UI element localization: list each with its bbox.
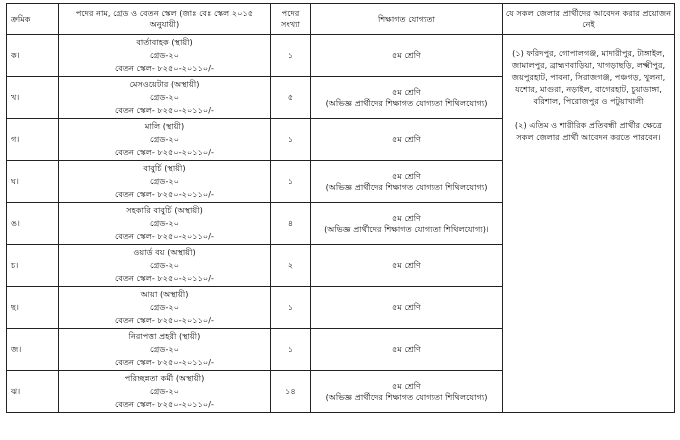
education-cell: [311, 119, 503, 161]
education-cell: [311, 245, 503, 287]
post-grade: গ্রেড-২০: [149, 50, 180, 60]
education-cell: [311, 161, 503, 203]
education-cell: [311, 287, 503, 329]
post-count: ৫: [271, 77, 311, 119]
education-requirement: ৫ম শ্রেণি: [391, 380, 422, 391]
post-count: ১: [271, 287, 311, 329]
education-requirement: ৫ম শ্রেণি: [391, 170, 422, 181]
post-grade: গ্রেড-২০: [149, 260, 180, 270]
post-name: মালি (স্থায়ী): [144, 121, 185, 131]
row-serial: ঙ।: [7, 203, 59, 245]
row-serial: ঝ।: [7, 371, 59, 413]
education-cell: [311, 329, 503, 371]
row-serial: জ।: [7, 329, 59, 371]
post-name: পরিচ্ছন্নতা কর্মী (অস্থায়ী): [124, 373, 205, 383]
education-requirement: ৫ম শ্রেণি: [391, 50, 422, 60]
education-cell: [311, 35, 503, 77]
post-cell: [59, 35, 271, 77]
post-cell: [59, 245, 271, 287]
post-grade: গ্রেড-২০: [149, 344, 180, 354]
post-name: নিরাপত্তা প্রহরী (স্থায়ী): [128, 331, 201, 341]
education-relaxation-note: (অভিজ্ঞ প্রার্থীদের শিক্ষাগত যোগ্যতা শিথিলযোগ্য): [325, 97, 488, 108]
education-cell: [311, 77, 503, 119]
header-serial: ক্রমিক: [7, 4, 59, 35]
post-pay-scale: বেতন স্কেল- ৮২৫০-২০১১০/-: [115, 147, 214, 157]
post-pay-scale: বেতন স্কেল- ৮২৫০-২০১১০/-: [115, 273, 214, 283]
row-serial: খ।: [7, 77, 59, 119]
post-count: ১৪: [271, 371, 311, 413]
row-serial: ক।: [7, 35, 59, 77]
post-count: ২: [271, 245, 311, 287]
post-cell: [59, 161, 271, 203]
post-name: আয়া (অস্থায়ী): [140, 289, 189, 299]
post-pay-scale: বেতন স্কেল- ৮২৫০-২০১১০/-: [115, 357, 214, 367]
post-cell: [59, 371, 271, 413]
header-count: পদের সংখ্যা: [271, 4, 311, 35]
vacancy-table: [6, 3, 675, 413]
post-name: বার্তাবাহক (স্থায়ী): [136, 37, 193, 47]
post-pay-scale: বেতন স্কেল- ৮২৫০-২০১১০/-: [115, 231, 214, 241]
row-serial: গ।: [7, 119, 59, 161]
post-cell: [59, 203, 271, 245]
education-relaxation-note: (অভিজ্ঞ প্রার্থীদের শিক্ষাগত যোগ্যতা শিথিলযোগ্য): [325, 391, 488, 402]
row-serial: ঘ।: [7, 161, 59, 203]
education-requirement: ৫ম শ্রেণি: [391, 260, 422, 270]
post-cell: [59, 119, 271, 161]
post-pay-scale: বেতন স্কেল- ৮২৫০-২০১১০/-: [115, 105, 214, 115]
post-cell: [59, 329, 271, 371]
post-pay-scale: বেতন স্কেল- ৮২৫০-২০১১০/-: [115, 189, 214, 199]
post-count: ১: [271, 35, 311, 77]
table-header-row: [7, 4, 675, 35]
post-count: ১: [271, 329, 311, 371]
excluded-districts-cell: [503, 35, 675, 413]
education-cell: [311, 203, 503, 245]
education-requirement: ৫ম শ্রেণি: [391, 302, 422, 312]
post-pay-scale: বেতন স্কেল- ৮২৫০-২০১১০/-: [115, 399, 214, 409]
education-relaxation-note: (অভিজ্ঞ প্রার্থীদের শিক্ষাগত যোগ্যতা শিথিলযোগ্য): [325, 181, 488, 192]
education-requirement: ৫ম শ্রেণি: [391, 86, 422, 97]
row-serial: ছ।: [7, 287, 59, 329]
post-pay-scale: বেতন স্কেল- ৮২৫০-২০১১০/-: [115, 315, 214, 325]
post-name: সহকারি বাবুর্চি (অস্থায়ী): [126, 205, 203, 215]
post-count: ৪: [271, 203, 311, 245]
post-grade: গ্রেড-২০: [149, 176, 180, 186]
education-relaxation-note: (অভিজ্ঞ প্রার্থীদের শিক্ষাগত যোগ্যতা শিথিলযোগ্য)।: [324, 223, 489, 234]
post-grade: গ্রেড-২০: [149, 92, 180, 102]
education-requirement: ৫ম শ্রেণি: [391, 344, 422, 354]
header-excluded-districts: যে সকল জেলার প্রার্থীদের আবেদন করার প্রয়োজন নেই: [503, 4, 675, 35]
post-grade: গ্রেড-২০: [149, 302, 180, 312]
table-row: [7, 35, 675, 77]
post-name: বাবুর্চি (স্থায়ী): [143, 163, 186, 173]
post-grade: গ্রেড-২০: [149, 134, 180, 144]
post-count: ১: [271, 161, 311, 203]
header-education: শিক্ষাগত যোগ্যতা: [311, 4, 503, 35]
excluded-districts-list: (১) ফরিদপুর, গোপালগঞ্জ, মাদারীপুর, টাঙ্গাইল, জামালপুর, ব্রাহ্মণবাড়িয়া, খাগড়াছড়ি, লক্ষ্মীপুর, জয়পুরহাট, পাবনা, সিরাজগঞ্জ, পঞ্চগড়, খুলনা, যশোর, মাগুরা, নড়াইল, বাগেরহাট, চুয়াডাঙ্গা, বরিশাল, পিরোজপুর ও পটুয়াখালী: [511, 48, 666, 106]
post-cell: [59, 287, 271, 329]
post-name: মেসওয়েটার (অস্থায়ী): [129, 79, 200, 89]
row-serial: চ।: [7, 245, 59, 287]
education-cell: [311, 371, 503, 413]
post-cell: [59, 77, 271, 119]
education-requirement: ৫ম শ্রেণি: [391, 212, 422, 223]
header-post: পদের নাম, গ্রেড ও বেতন স্কেল (জাঃ বেঃ স্কেল ২০১৫ অনুযায়ী): [59, 4, 271, 35]
post-count: ১: [271, 119, 311, 161]
post-name: ওয়ার্ড বয় (অস্থায়ী): [133, 247, 196, 257]
orphan-disabled-exception: (২) এতিম ও শারীরিক প্রতিবন্ধী প্রার্থীর ক্ষেত্রে সকল জেলার প্রার্থী আবেদন করতে পারবেন।: [514, 120, 663, 142]
post-pay-scale: বেতন স্কেল- ৮২৫০-২০১১০/-: [115, 63, 214, 73]
education-requirement: ৫ম শ্রেণি: [391, 134, 422, 144]
post-grade: গ্রেড-২০: [149, 386, 180, 396]
post-grade: গ্রেড-২০: [149, 218, 180, 228]
